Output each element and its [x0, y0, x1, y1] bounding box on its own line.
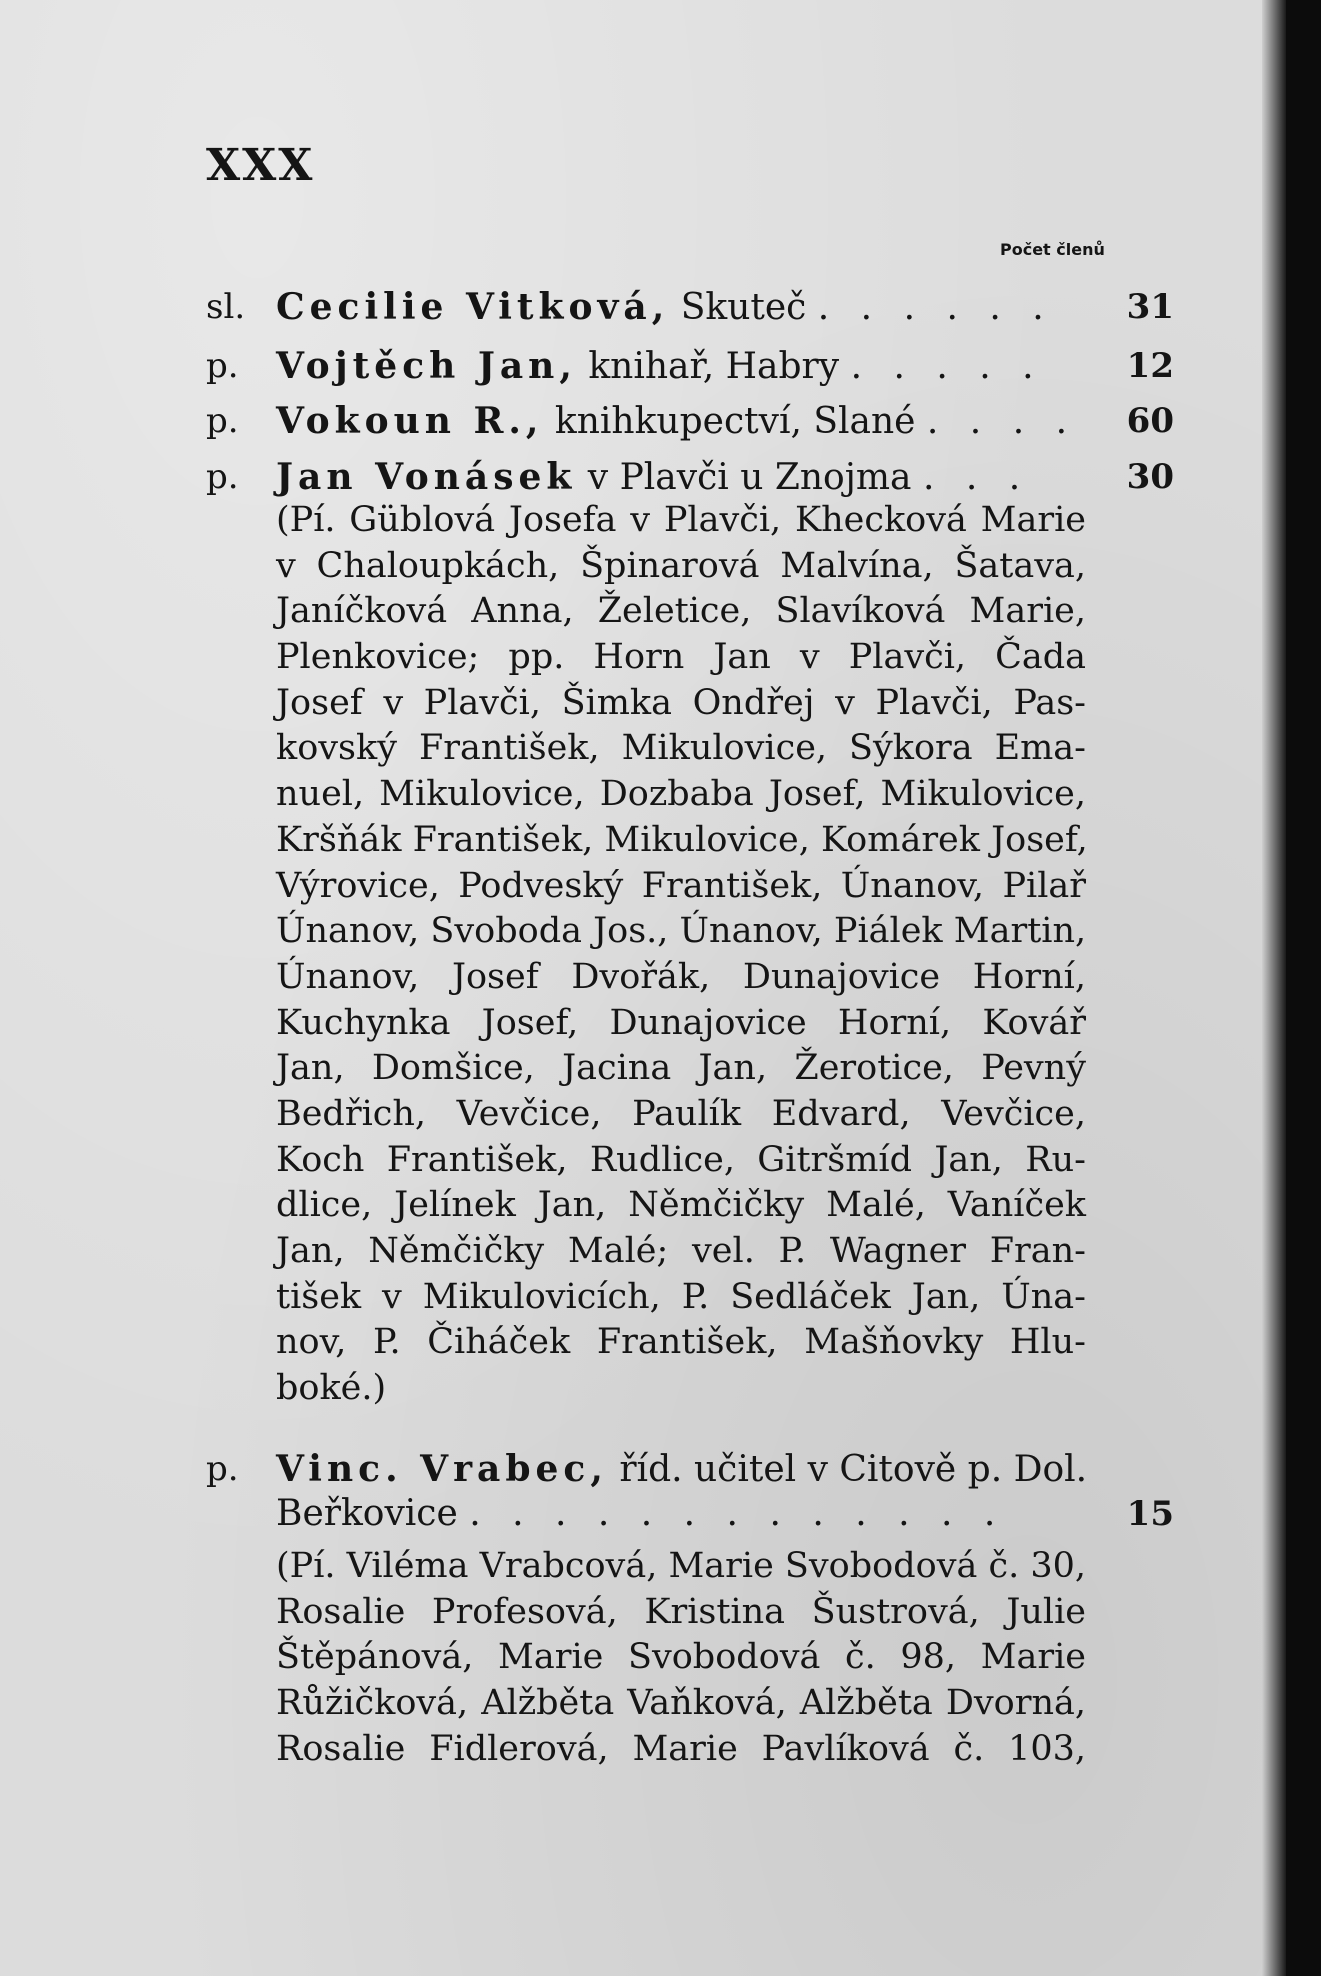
entry-prefix: p.	[206, 1449, 239, 1489]
paragraph-line: tišek v Mikulovicích, P. Sedláček Jan, Úna-	[276, 1276, 1086, 1317]
paragraph-line: Rosalie Fidlerová, Marie Pavlíková č. 103,	[276, 1728, 1086, 1769]
paragraph-line: Jan, Němčičky Malé; vel. P. Wagner Fran-	[276, 1231, 1086, 1271]
paragraph-line: Koch František, Rudlice, Gitršmíd Jan, Ru-	[276, 1139, 1086, 1180]
entry-detail: knihkupectví, Slané	[554, 401, 916, 442]
paragraph-line: kovský František, Mikulovice, Sýkora Ema-	[276, 728, 1086, 769]
entry-detail: v Plavči u Znojma	[587, 457, 912, 498]
entry-dots: . . . . .	[850, 346, 1044, 387]
entry-detail: Skuteč	[680, 287, 807, 328]
entry-prefix: p.	[206, 457, 239, 497]
paragraph-line: nuel, Mikulovice, Dozbaba Josef, Mikulovice,	[276, 774, 1086, 815]
entry-count: 15	[1126, 1494, 1174, 1534]
paragraph-line: v Chaloupkách, Špinarová Malvína, Šatava,	[276, 545, 1086, 586]
paragraph-line: Josef v Plavči, Šimka Ondřej v Plavči, Pas-	[276, 682, 1086, 723]
entry-name: Vinc. Vrabec,	[276, 1448, 608, 1490]
paragraph-line: Plenkovice; pp. Horn Jan v Plavči, Čada	[276, 637, 1086, 678]
entry-prefix: sl.	[206, 287, 246, 327]
entry-count: 12	[1126, 346, 1174, 386]
column-header: Počet členů	[1000, 240, 1105, 259]
paragraph-line: (Pí. Güblová Josefa v Plavči, Khecková Marie	[276, 500, 1086, 540]
entry-text-continued	[276, 1491, 1005, 1537]
entry-prefix: p.	[206, 401, 239, 441]
entry-dots: . . . .	[926, 401, 1078, 442]
entry-text	[276, 284, 1054, 330]
paragraph-line: Jan, Domšice, Jacina Jan, Žerotice, Pevný	[276, 1048, 1086, 1089]
members-paragraph	[276, 498, 1086, 1412]
entry-text	[276, 454, 1030, 500]
entry-text	[276, 398, 1077, 444]
members-paragraph	[276, 1544, 1086, 1772]
paragraph-line: Štěpánová, Marie Svobodová č. 98, Marie	[276, 1637, 1086, 1678]
entry-detail: Beřkovice	[276, 1493, 458, 1534]
entry-detail: říd. učitel v Citově p. Dol.	[619, 1449, 1088, 1490]
entry-name: Vokoun R.,	[276, 400, 544, 442]
paragraph-line: Kuchynka Josef, Dunajovice Horní, Kovář	[276, 1002, 1086, 1043]
entry-name: Jan Vonásek	[276, 456, 577, 498]
entry-detail: knihař, Habry	[588, 346, 840, 387]
entry-count: 60	[1126, 401, 1174, 441]
entry-name: Cecilie Vitková,	[276, 286, 670, 328]
entry-text	[276, 343, 1044, 389]
paragraph-line: nov, P. Čiháček František, Mašňovky Hlu-	[276, 1322, 1086, 1363]
entry-prefix: p.	[206, 346, 239, 386]
page-number: XXX	[206, 140, 315, 191]
paragraph-line: (Pí. Viléma Vrabcová, Marie Svobodová č. 30,	[276, 1546, 1086, 1586]
entry-count: 31	[1126, 287, 1174, 327]
paragraph-line: boké.)	[276, 1368, 387, 1409]
entry-dots: . . .	[922, 457, 1031, 498]
paragraph-line: dlice, Jelínek Jan, Němčičky Malé, Vaníček	[276, 1185, 1086, 1226]
paragraph-line: Růžičková, Alžběta Vaňková, Alžběta Dvorná,	[276, 1683, 1086, 1724]
paragraph-line: Kršňák František, Mikulovice, Komárek Josef,	[276, 819, 1088, 860]
entry-dots: . . . . . . . . . . . . .	[469, 1493, 1006, 1534]
entry-text	[276, 1446, 1087, 1492]
entry-count: 30	[1126, 457, 1174, 497]
paragraph-line: Bedřich, Vevčice, Paulík Edvard, Vevčice,	[276, 1093, 1086, 1134]
paragraph-line: Rosalie Profesová, Kristina Šustrová, Julie	[276, 1591, 1086, 1632]
paragraph-line: Únanov, Svoboda Jos., Únanov, Piálek Martin,	[276, 911, 1087, 952]
entry-dots: . . . . . .	[817, 287, 1054, 328]
paragraph-line: Výrovice, Podveský František, Únanov, Pilař	[276, 865, 1086, 906]
page-edge-shadow	[1262, 0, 1286, 1976]
entry-name: Vojtěch Jan,	[276, 345, 577, 387]
paragraph-line: Únanov, Josef Dvořák, Dunajovice Horní,	[276, 956, 1086, 997]
paragraph-line: Janíčková Anna, Želetice, Slavíková Marie,	[276, 591, 1086, 632]
